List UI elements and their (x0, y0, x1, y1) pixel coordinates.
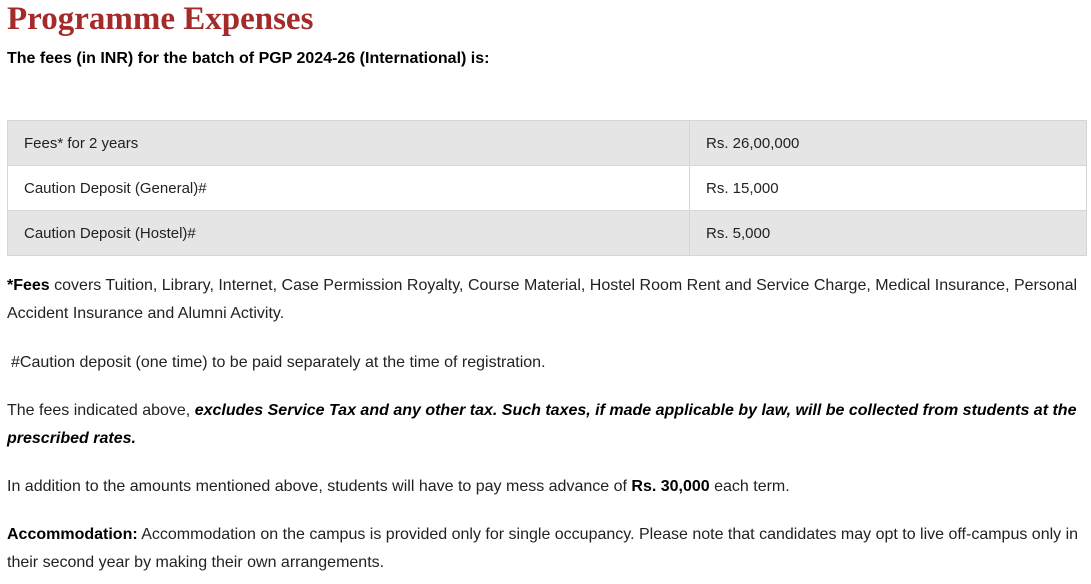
table-row (8, 211, 1087, 256)
fees-coverage-note (7, 272, 1087, 328)
fees-note-lead: *Fees (7, 277, 50, 294)
fees-intro: The fees (in INR) for the batch of PGP 2024-26 (International) is: (7, 50, 490, 67)
tax-note (7, 397, 1087, 453)
fee-value: Rs. 26,00,000 (690, 121, 1087, 166)
fee-notes (7, 272, 1087, 577)
accommodation-note-text: Accommodation on the campus is provided only for single occupancy. Please note that candidates may opt to live off-campus only in their second year by making their own arrangements. (7, 526, 1079, 571)
fees-table (7, 120, 1087, 256)
fee-label: Caution Deposit (General)# (8, 166, 690, 211)
table-row (8, 121, 1087, 166)
fees-note-text: covers Tuition, Library, Internet, Case Permission Royalty, Course Material, Hostel Room Rent and Service Charge, Medical Insurance, Personal Accident Insurance and Alumni Activity. (7, 277, 1078, 322)
tax-note-lead: The fees indicated above, (7, 402, 195, 419)
accommodation-note-lead: Accommodation: (7, 526, 138, 543)
fee-label: Fees* for 2 years (8, 121, 690, 166)
fee-value: Rs. 5,000 (690, 211, 1087, 256)
table-row (8, 166, 1087, 211)
page-title: Programme Expenses (7, 1, 314, 37)
mess-note-lead: In addition to the amounts mentioned above, students will have to pay mess advance of (7, 478, 632, 495)
fee-label: Caution Deposit (Hostel)# (8, 211, 690, 256)
fee-value: Rs. 15,000 (690, 166, 1087, 211)
programme-expenses-section (7, 0, 1087, 571)
accommodation-note (7, 521, 1087, 577)
caution-deposit-note: #Caution deposit (one time) to be paid separately at the time of registration. (11, 354, 546, 371)
tax-note-emphasis: excludes Service Tax and any other tax. Such taxes, if made applicable by law, will be collected from students at the prescribed rates. (7, 402, 1077, 447)
mess-note-tail: each term. (709, 478, 790, 495)
mess-advance-note (7, 473, 1087, 501)
mess-note-amount: Rs. 30,000 (631, 478, 710, 495)
